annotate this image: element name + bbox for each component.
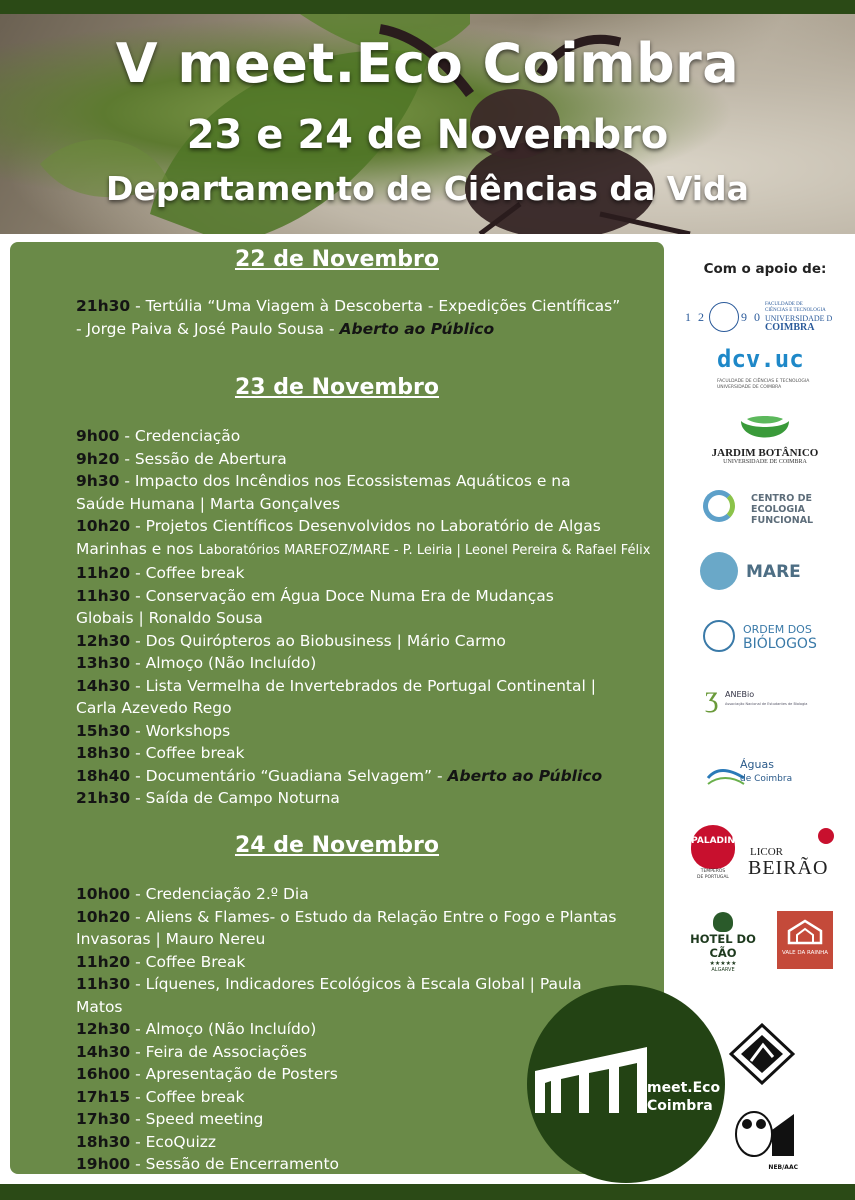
leaf-icon — [737, 415, 793, 447]
program-day-23 — [76, 425, 676, 810]
item-text: - Almoço (Não Incluído) — [130, 654, 317, 672]
item-text: - Dos Quirópteros ao Biobusiness | Mário Carmo — [130, 631, 506, 650]
item-text: - Apresentação de Posters — [130, 1065, 338, 1083]
item-text: - Documentário “Guadiana Selvagem” - — [130, 766, 448, 785]
public-label: Aberto ao Público — [447, 766, 603, 785]
program-row — [76, 906, 676, 929]
item-text-small: Laboratórios MAREFOZ/MARE - P. Leiria | Leonel Pereira & Rafael Félix — [198, 542, 651, 558]
program-row — [76, 425, 676, 448]
crown-house-icon — [785, 917, 825, 947]
item-text: - Lista Vermelha de Invertebrados de Portugal Continental | — [130, 676, 596, 695]
item-text: - Credenciação 2.º Dia — [130, 885, 309, 903]
time: 15h30 — [76, 721, 131, 740]
time: 17h30 — [76, 1110, 131, 1128]
program-row — [76, 697, 676, 720]
item-text: - Sessão de Abertura — [119, 449, 287, 468]
time: 10h00 — [76, 885, 131, 903]
item-text: - Almoço (Não Incluído) — [130, 1020, 317, 1038]
neb-aac-logo: NEB/AAC — [728, 1100, 798, 1172]
item-text: - Coffee Break — [130, 952, 246, 971]
day-heading-24: 24 de Novembro — [234, 833, 440, 858]
meet-eco-logo — [527, 985, 725, 1183]
program-row — [76, 538, 676, 563]
event-dates: 23 e 24 de Novembro — [186, 112, 669, 158]
dna-icon — [703, 620, 735, 652]
public-label: Aberto ao Público — [339, 319, 495, 338]
hotel-crest-icon — [713, 912, 733, 932]
vale-da-rainha-logo: VALE DA RAINHA — [777, 911, 833, 969]
jardim-botanico-logo: JARDIM BOTÂNICO UNIVERSIDADE DE COIMBRA — [700, 415, 830, 473]
owl-icon — [728, 1100, 798, 1160]
event-venue: Departamento de Ciências da Vida — [106, 169, 749, 208]
licor-seal-icon — [818, 828, 834, 844]
program-row — [76, 742, 676, 765]
day-heading-23: 23 de Novembro — [234, 375, 440, 400]
fctuc-seal-icon — [709, 302, 739, 332]
program-row — [76, 951, 676, 974]
diamond-emblem-icon — [729, 1023, 795, 1085]
item-text: Carla Azevedo Rego — [76, 699, 232, 717]
time: 11h30 — [76, 975, 131, 993]
item-text: Saúde Humana | Marta Gonçalves — [76, 494, 341, 513]
program-row — [76, 493, 676, 516]
time: 11h20 — [76, 564, 131, 582]
time: 9h30 — [76, 472, 120, 490]
hotel-do-cao-logo: HOTEL DO CÃO ★★★★★ ALGARVE — [676, 912, 770, 968]
program-row — [76, 295, 676, 318]
program-row — [76, 562, 676, 585]
time: 11h20 — [76, 952, 131, 971]
program-row — [76, 607, 676, 630]
time: 21h30 — [76, 297, 131, 315]
program-day-22 — [76, 295, 676, 340]
item-text: - Conservação em Água Doce Numa Era de Mudanças — [130, 586, 554, 605]
program-row — [76, 652, 676, 675]
time: 9h00 — [76, 427, 120, 445]
program-row — [76, 515, 676, 538]
item-text: - Sessão de Encerramento — [130, 1155, 340, 1173]
time: 10h20 — [76, 517, 131, 535]
item-text: - EcoQuizz — [130, 1132, 217, 1151]
item-text: - Líquenes, Indicadores Ecológicos à Escala Global | Paula — [130, 975, 582, 993]
licor-beirao-logo: LICOR BEIRÃO — [748, 828, 843, 878]
time: 18h40 — [76, 766, 131, 785]
program-row — [76, 448, 676, 471]
time: 12h30 — [76, 631, 131, 650]
header-banner — [0, 14, 855, 234]
program-row — [76, 585, 676, 608]
program-row — [76, 318, 676, 341]
mare-logo: MARE — [700, 552, 810, 592]
program-row — [76, 675, 676, 698]
item-text: - Aliens & Flames- o Estudo da Relação Entre o Fogo e Plantas — [130, 907, 617, 926]
top-bar — [0, 0, 855, 14]
time: 16h00 — [76, 1065, 131, 1083]
mare-circle-icon — [700, 552, 738, 590]
program-row — [76, 928, 676, 951]
item-text: - Coffee break — [130, 744, 245, 762]
time: 14h30 — [76, 676, 131, 695]
cef-logo: CENTRO DE ECOLOGIA FUNCIONAL — [703, 490, 833, 534]
day-heading-22: 22 de Novembro — [234, 247, 440, 272]
bottom-bar — [0, 1184, 855, 1200]
meet-eco-line2: Coimbra — [647, 1098, 713, 1114]
sponsors-title: Com o apoio de: — [703, 261, 827, 277]
fctuc-logo: 1 2 9 0 FACULDADE DE CIÊNCIAS E TECNOLOGIA UNIVERSIDADE D COIMBRA — [685, 302, 833, 333]
time: 17h15 — [76, 1087, 131, 1106]
program-row — [76, 765, 676, 788]
item-text: - Coffee break — [130, 1087, 245, 1106]
time: 11h30 — [76, 586, 131, 605]
time: 19h00 — [76, 1155, 131, 1173]
time: 18h30 — [76, 1132, 131, 1151]
item-text: - Credenciação — [119, 427, 241, 445]
item-text: - Projetos Científicos Desenvolvidos no Laboratório de Algas — [130, 517, 601, 535]
item-text: Marinhas e nos — [76, 539, 199, 558]
item-text: - Tertúlia “Uma Viagem à Descoberta - Expedições Científicas” — [130, 297, 621, 315]
meet-eco-line1: meet.Eco — [647, 1080, 721, 1096]
paladin-logo: PALADIN TEMPEROS DE PORTUGAL — [688, 825, 738, 887]
cef-ring-icon — [703, 490, 735, 522]
item-text: - Workshops — [130, 721, 231, 740]
aguas-coimbra-logo: Águas de Coimbra — [706, 754, 816, 798]
program-row — [76, 787, 676, 810]
time: 12h30 — [76, 1020, 131, 1038]
item-text: - Coffee break — [130, 564, 245, 582]
time: 21h30 — [76, 789, 131, 807]
university-emblem-logo — [729, 1023, 795, 1085]
time: 14h30 — [76, 1042, 131, 1061]
program-row — [76, 883, 676, 906]
anebio-logo: ʒ ANEBio Associação Nacional de Estudantes de Biologia — [705, 680, 808, 713]
item-text: - Feira de Associações — [130, 1042, 307, 1061]
anebio-mark-icon: ʒ — [705, 680, 719, 713]
program-row — [76, 470, 676, 493]
dcv-logo: dcv.uc FACULDADE DE CIÊNCIAS E TECNOLOGIA UNIVERSIDADE DE COIMBRA — [717, 345, 810, 390]
item-text: Globais | Ronaldo Sousa — [76, 609, 263, 627]
time: 10h20 — [76, 907, 131, 926]
program-row — [76, 630, 676, 653]
item-text: - Speed meeting — [130, 1110, 264, 1128]
time: 13h30 — [76, 654, 131, 672]
program-row — [76, 720, 676, 743]
item-text: - Jorge Paiva & José Paulo Sousa - — [76, 319, 340, 338]
ordem-biologos-logo: ORDEM DOS BIÓLOGOS — [703, 618, 823, 658]
item-text: Matos — [76, 997, 123, 1016]
time: 18h30 — [76, 744, 131, 762]
time: 9h20 — [76, 449, 120, 468]
item-text: - Saída de Campo Noturna — [130, 789, 340, 807]
item-text: Invasoras | Mauro Nereu — [76, 930, 266, 948]
event-title: V meet.Eco Coimbra — [115, 32, 740, 95]
item-text: - Impacto dos Incêndios nos Ecossistemas Aquáticos e na — [119, 472, 571, 490]
